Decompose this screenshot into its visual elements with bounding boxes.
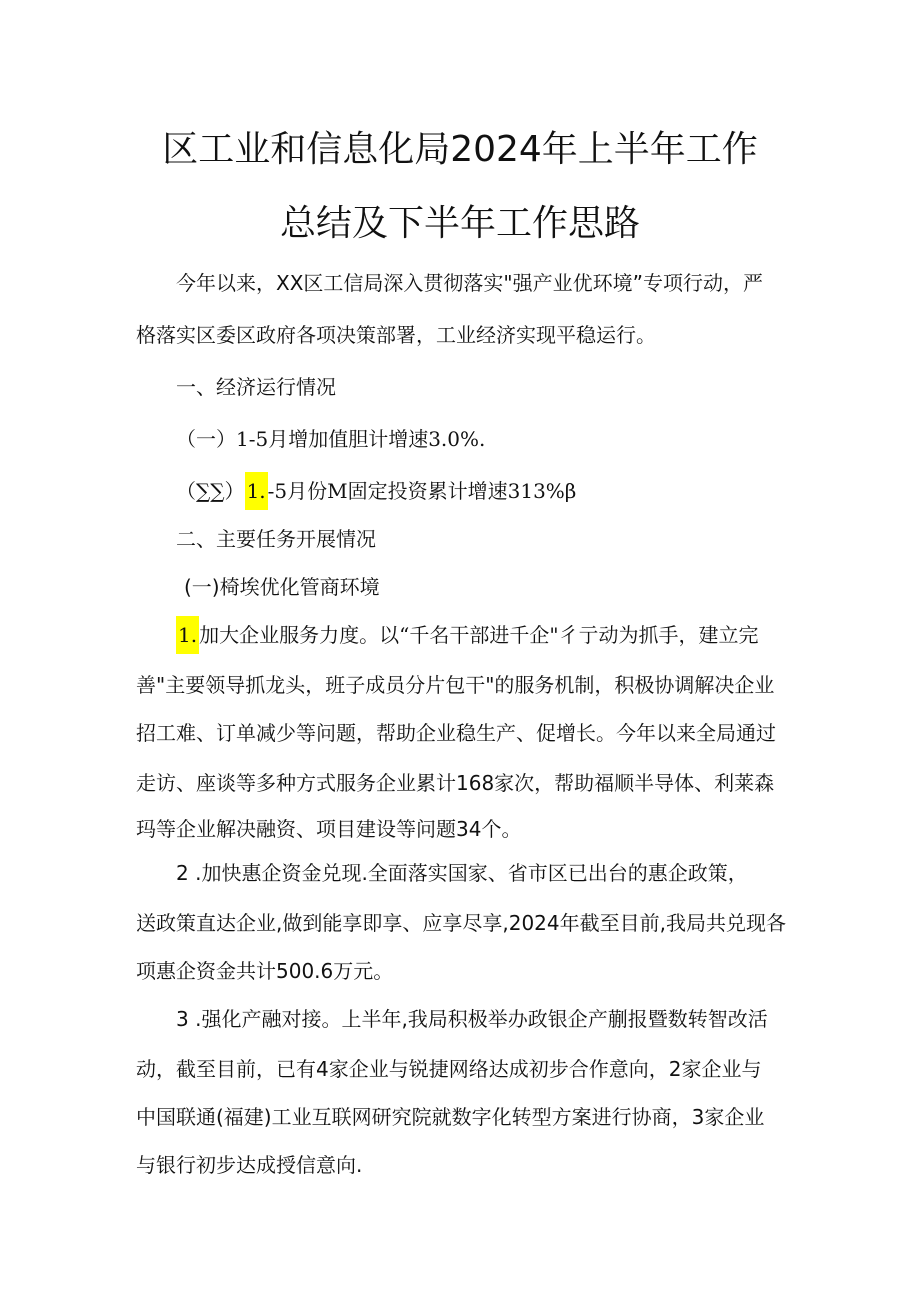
item-1-1: （一）1-5月增加值胆计增速3.0%. <box>176 427 486 451</box>
paragraph-3-line-3: 中国联通(福建)工业互联网研究院就数字化转型方案进行协商，3家企业 <box>136 1105 765 1129</box>
document-title-line-1: 区工业和信息化局2024年上半年工作 <box>162 129 758 170</box>
item-1-2-highlight: 1. <box>245 472 268 510</box>
paragraph-3-line-1: 3 .强化产融对接。上半年,我局积极举办政银企产蒯报暨数转智改活 <box>176 1007 768 1031</box>
item-1-2-rest: -5月份M固定投资累计增速313%β <box>267 479 577 503</box>
paragraph-2-line-2: 送政策直达企业,做到能享即享、应享尽享,2024年截至目前,我局共兑现各 <box>136 911 786 935</box>
paragraph-1-number-highlight: 1. <box>176 616 199 654</box>
item-1-2 <box>176 476 576 506</box>
paragraph-3-line-2: 动，截至目前，已有4家企业与锐捷网络达成初步合作意向，2家企业与 <box>136 1057 762 1081</box>
paragraph-1-line-5: 玛等企业解决融资、项目建设等问题34个。 <box>136 817 522 841</box>
paragraph-1-line-4: 走访、座谈等多种方式服务企业累计168家次，帮助福顺半导体、利莱森 <box>136 771 775 795</box>
item-1-2-prefix: （∑∑） <box>176 479 245 503</box>
paragraph-2-line-1: 2 .加快惠企资金兑现.全面落实国家、省市区已出台的惠企政策， <box>176 861 748 885</box>
intro-line-2: 格落实区委区政府各项决策部署，工业经济实现平稳运行。 <box>136 323 656 347</box>
paragraph-1-line-1 <box>176 620 759 650</box>
section-1-heading: 一、经济运行情况 <box>176 375 336 399</box>
intro-line-1: 今年以来，XX区工信局深入贯彻落实"强产业优环境”专项行动，严 <box>176 271 763 295</box>
paragraph-1-line-2: 善"主要领导抓龙头，班子成员分片包干"的服务机制，积极协调解决企业 <box>136 673 775 697</box>
document-title-line-2: 总结及下半年工作思路 <box>279 203 640 244</box>
section-2-heading: 二、主要任务开展情况 <box>176 527 376 551</box>
subsection-2-1-heading: (一)椅埃优化管商环境 <box>184 575 380 599</box>
paragraph-1-line-1-text: 加大企业服务力度。以“千名干部进千企"彳亍动为抓手，建立完 <box>199 623 759 647</box>
paragraph-1-line-3: 招工难、订单减少等问题，帮助企业稳生产、促增长。今年以来全局通过 <box>136 721 776 745</box>
paragraph-3-line-4: 与银行初步达成授信意向. <box>136 1153 363 1177</box>
paragraph-2-line-3: 项惠企资金共计500.6万元。 <box>136 959 394 983</box>
